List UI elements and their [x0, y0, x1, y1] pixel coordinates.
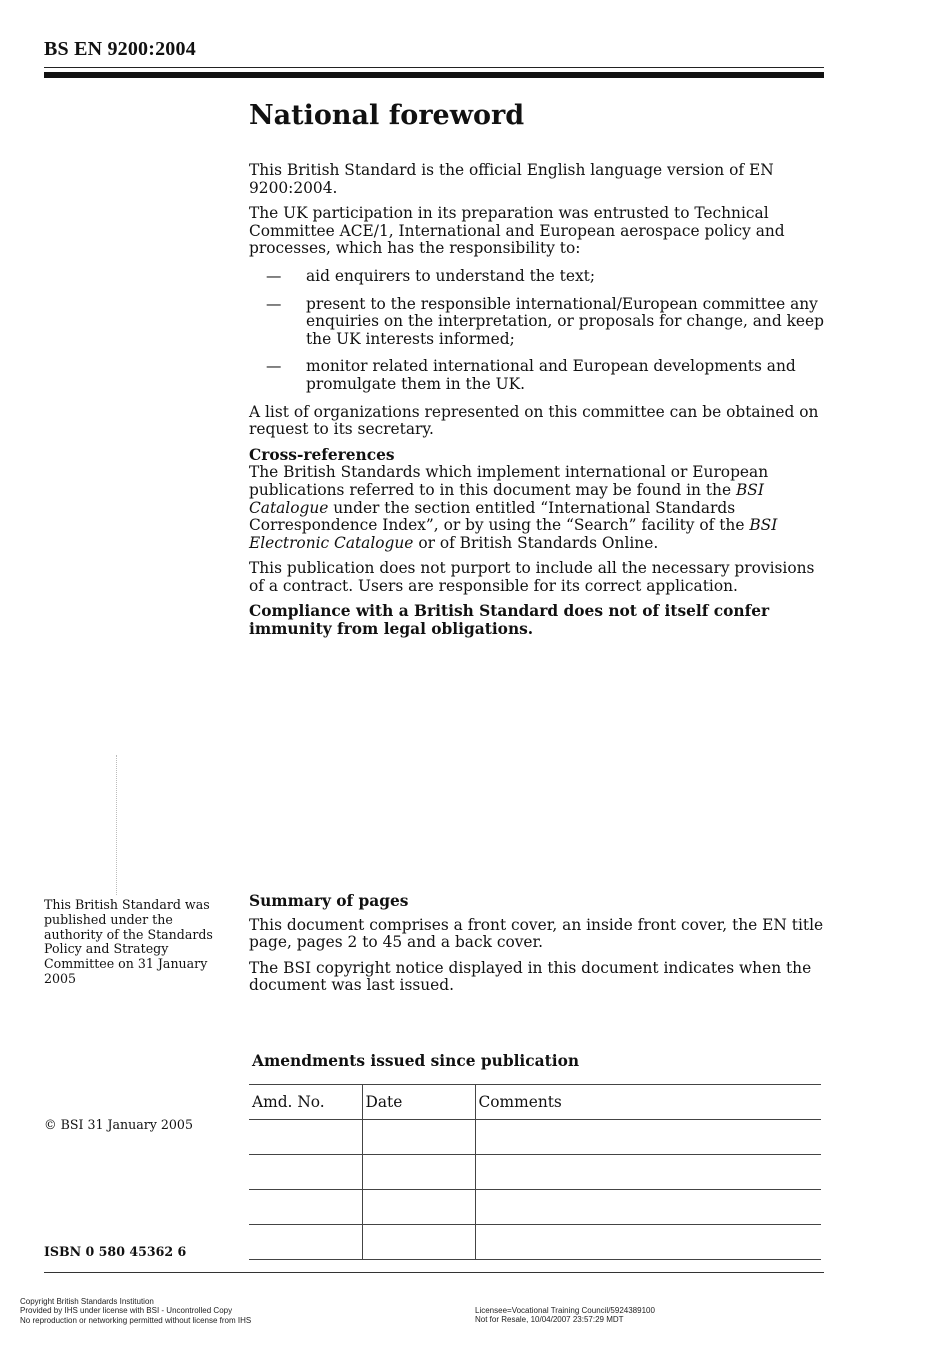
- footer-copyright-line: Copyright British Standards Institution: [20, 1297, 154, 1306]
- table-row: [249, 1190, 821, 1225]
- bsi-catalogue-title: BSI Catalogue: [249, 480, 764, 517]
- provisions-paragraph: This publication does not purport to include all the necessary provisions of a contract. Users are responsible for its correct application.: [249, 559, 815, 595]
- footer-right: [475, 1306, 655, 1325]
- column-header-comments: Comments: [475, 1085, 821, 1120]
- cross-references-heading: Cross-references: [249, 445, 395, 464]
- table-cell: [249, 1120, 362, 1155]
- footer-licensee-line: Licensee=Vocational Training Council/5924389100: [475, 1306, 655, 1315]
- list-item: [249, 268, 824, 286]
- table-cell: [362, 1190, 475, 1225]
- list-item: [249, 358, 824, 393]
- bsi-electronic-catalogue-title: BSI Electronic Catalogue: [249, 516, 778, 552]
- summary-section: [249, 893, 824, 1003]
- list-item-text: aid enquirers to understand the text;: [306, 266, 596, 285]
- list-item-text: present to the responsible international/European committee any enquiries on the interpretation, or proposals for change, and keep the UK interests informed;: [306, 294, 824, 348]
- footer-license-line: Provided by IHS under license with BSI - Uncontrolled Copy: [20, 1306, 233, 1316]
- table-cell: [475, 1190, 821, 1225]
- cross-references-paragraph: [249, 464, 824, 552]
- table-cell: [249, 1225, 362, 1260]
- dash-marker: —: [266, 294, 282, 313]
- summary-heading: Summary of pages: [249, 892, 409, 910]
- foreword-body: [249, 162, 824, 647]
- footer-rule: [44, 1272, 824, 1273]
- table-cell: [362, 1120, 475, 1155]
- table-cell: [362, 1225, 475, 1260]
- cross-ref-text-c: or of British Standards Online.: [413, 533, 659, 552]
- summary-paragraph-1: This document comprises a front cover, an inside front cover, the EN title page, pages 2 to 45 and a back cover.: [249, 915, 824, 952]
- table-cell: [475, 1120, 821, 1155]
- document-id-header: BS EN 9200:2004: [44, 38, 196, 60]
- header-rule-thick: [44, 72, 824, 78]
- table-cell: [475, 1155, 821, 1190]
- amendments-title: Amendments issued since publication: [252, 1052, 580, 1070]
- isbn: ISBN 0 580 45362 6: [44, 1244, 187, 1259]
- intro-paragraph-1: This British Standard is the official English language version of EN 9200:2004.: [249, 161, 774, 197]
- table-row: [249, 1120, 821, 1155]
- dash-marker: —: [266, 357, 282, 376]
- header-rule-thin: [44, 67, 824, 68]
- column-header-date: Date: [362, 1085, 475, 1120]
- dash-marker: —: [266, 266, 282, 285]
- table-cell: [475, 1225, 821, 1260]
- list-item: [249, 296, 824, 349]
- committee-list-note: A list of organizations represented on this committee can be obtained on request to its secretary.: [249, 402, 819, 439]
- table-row: [249, 1225, 821, 1260]
- list-item-text: monitor related international and European developments and promulgate them in the UK.: [306, 357, 796, 393]
- summary-paragraph-2: The BSI copyright notice displayed in this document indicates when the document was last issued.: [249, 958, 812, 995]
- page-title: National foreword: [249, 100, 525, 131]
- vertical-dotted-mark: [116, 755, 117, 895]
- column-header-amd-no: Amd. No.: [249, 1085, 362, 1120]
- table-cell: [249, 1190, 362, 1225]
- footer-reproduction-line: No reproduction or networking permitted without license from IHS: [20, 1315, 252, 1325]
- copyright-note: © BSI 31 January 2005: [44, 1117, 193, 1132]
- table-cell: [249, 1155, 362, 1190]
- cross-ref-text-b: under the section entitled “International Standards Correspondence Index”, or by using the “Search” facility of the: [249, 498, 750, 535]
- footer-left: [20, 1297, 251, 1325]
- compliance-statement: Compliance with a British Standard does not of itself confer immunity from legal obligations.: [249, 602, 770, 639]
- table-row: [249, 1155, 821, 1190]
- table-header-row: [249, 1085, 821, 1120]
- table-cell: [362, 1155, 475, 1190]
- footer-resale-line: Not for Resale, 10/04/2007 23:57:29 MDT: [475, 1315, 624, 1325]
- amendments-table: [249, 1084, 821, 1260]
- cross-ref-text-a: The British Standards which implement international or European publications referred to in this document may be found in the: [249, 463, 769, 499]
- publication-authority-note: This British Standard was published under the authority of the Standards Policy and Strategy Committee on 31 January 2005: [44, 897, 213, 986]
- responsibility-list: [249, 268, 824, 394]
- intro-paragraph-2: The UK participation in its preparation was entrusted to Technical Committee ACE/1, International and European aerospace policy and processes, which has the responsibility to:: [249, 204, 785, 258]
